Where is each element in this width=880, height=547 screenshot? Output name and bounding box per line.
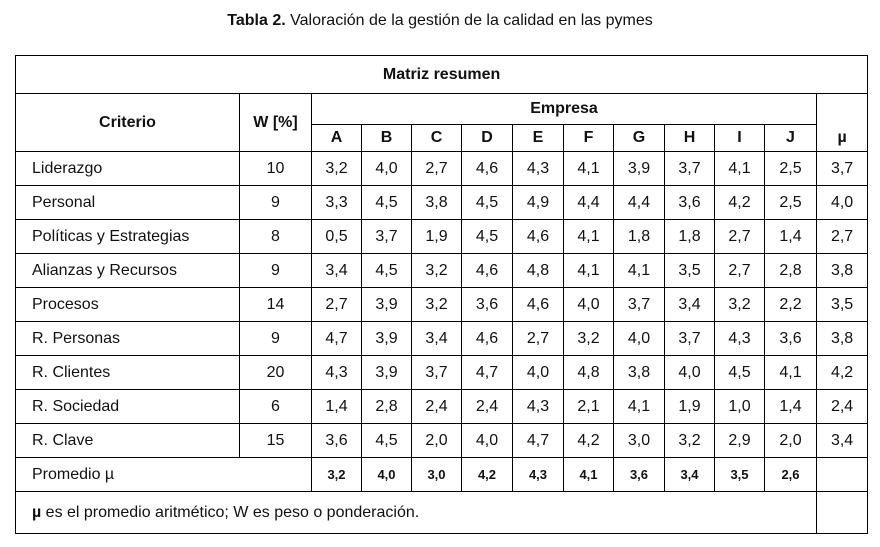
value-cell: 3,9 xyxy=(362,322,412,356)
value-cell: 4,8 xyxy=(513,254,564,288)
value-cell: 4,3 xyxy=(715,322,765,356)
value-cell: 0,5 xyxy=(312,220,362,254)
value-cell: 2,0 xyxy=(412,424,462,458)
value-cell: 4,6 xyxy=(513,288,564,322)
note-row xyxy=(16,492,868,534)
value-cell: 2,7 xyxy=(412,152,462,186)
summary-table xyxy=(15,55,868,534)
criterio-cell: Alianzas y Recursos xyxy=(16,254,240,288)
value-cell: 4,2 xyxy=(715,186,765,220)
value-cell: 3,7 xyxy=(665,152,715,186)
average-value-cell: 3,5 xyxy=(715,458,765,492)
criterio-cell: Políticas y Estrategias xyxy=(16,220,240,254)
value-cell: 4,7 xyxy=(462,356,513,390)
value-cell: 4,5 xyxy=(462,220,513,254)
value-cell: 4,5 xyxy=(715,356,765,390)
value-cell: 4,1 xyxy=(715,152,765,186)
value-cell: 4,4 xyxy=(564,186,614,220)
company-header: E xyxy=(513,125,564,152)
value-cell: 2,7 xyxy=(513,322,564,356)
weight-cell: 15 xyxy=(240,424,312,458)
mu-cell: 4,2 xyxy=(817,356,868,390)
value-cell: 4,1 xyxy=(564,254,614,288)
average-row xyxy=(16,458,868,492)
value-cell: 4,0 xyxy=(513,356,564,390)
value-cell: 3,9 xyxy=(614,152,665,186)
table-row xyxy=(16,390,868,424)
empty-cell xyxy=(817,458,868,492)
mu-cell: 3,8 xyxy=(817,254,868,288)
value-cell: 4,6 xyxy=(462,254,513,288)
table-row xyxy=(16,424,868,458)
criterio-cell: R. Clientes xyxy=(16,356,240,390)
mu-cell: 3,4 xyxy=(817,424,868,458)
value-cell: 3,2 xyxy=(715,288,765,322)
table-caption xyxy=(0,12,880,30)
criterio-cell: R. Sociedad xyxy=(16,390,240,424)
value-cell: 1,8 xyxy=(665,220,715,254)
value-cell: 4,8 xyxy=(564,356,614,390)
value-cell: 4,0 xyxy=(564,288,614,322)
value-cell: 4,0 xyxy=(665,356,715,390)
mu-cell: 2,4 xyxy=(817,390,868,424)
value-cell: 2,9 xyxy=(715,424,765,458)
value-cell: 4,3 xyxy=(513,390,564,424)
average-value-cell: 3,0 xyxy=(412,458,462,492)
mu-cell: 3,5 xyxy=(817,288,868,322)
table-row xyxy=(16,356,868,390)
criterio-cell: Liderazgo xyxy=(16,152,240,186)
empresa-header: Empresa xyxy=(312,94,817,125)
weight-cell: 9 xyxy=(240,186,312,220)
value-cell: 2,0 xyxy=(765,424,817,458)
value-cell: 2,7 xyxy=(312,288,362,322)
note-cell xyxy=(16,492,817,534)
caption-text: Valoración de la gestión de la calidad en las pymes xyxy=(290,12,653,29)
value-cell: 3,4 xyxy=(412,322,462,356)
value-cell: 4,0 xyxy=(614,322,665,356)
table-row xyxy=(16,152,868,186)
value-cell: 1,4 xyxy=(765,220,817,254)
value-cell: 2,7 xyxy=(715,220,765,254)
value-cell: 3,7 xyxy=(665,322,715,356)
criterio-cell: Personal xyxy=(16,186,240,220)
value-cell: 4,1 xyxy=(614,390,665,424)
table-body xyxy=(16,152,868,534)
weight-cell: 6 xyxy=(240,390,312,424)
value-cell: 1,9 xyxy=(665,390,715,424)
table-row xyxy=(16,186,868,220)
value-cell: 3,6 xyxy=(312,424,362,458)
average-value-cell: 3,2 xyxy=(312,458,362,492)
value-cell: 4,3 xyxy=(513,152,564,186)
table-title: Matriz resumen xyxy=(16,56,868,94)
mu-cell: 2,7 xyxy=(817,220,868,254)
value-cell: 2,2 xyxy=(765,288,817,322)
value-cell: 3,8 xyxy=(614,356,665,390)
note-symbol: µ xyxy=(32,503,42,521)
mu-cell: 3,7 xyxy=(817,152,868,186)
weight-cell: 9 xyxy=(240,322,312,356)
value-cell: 3,2 xyxy=(564,322,614,356)
caption-label: Tabla 2. xyxy=(227,12,286,29)
w-header: W [%] xyxy=(240,94,312,152)
value-cell: 1,4 xyxy=(312,390,362,424)
value-cell: 2,4 xyxy=(412,390,462,424)
value-cell: 3,7 xyxy=(412,356,462,390)
value-cell: 3,8 xyxy=(412,186,462,220)
value-cell: 4,1 xyxy=(564,152,614,186)
value-cell: 3,6 xyxy=(462,288,513,322)
criterio-cell: R. Personas xyxy=(16,322,240,356)
average-label: Promedio µ xyxy=(16,458,312,492)
value-cell: 4,6 xyxy=(513,220,564,254)
company-header: A xyxy=(312,125,362,152)
value-cell: 4,6 xyxy=(462,152,513,186)
average-value-cell: 4,2 xyxy=(462,458,513,492)
value-cell: 3,3 xyxy=(312,186,362,220)
value-cell: 4,3 xyxy=(312,356,362,390)
value-cell: 4,1 xyxy=(614,254,665,288)
value-cell: 4,0 xyxy=(362,152,412,186)
value-cell: 3,9 xyxy=(362,356,412,390)
mu-header: µ xyxy=(817,94,868,152)
value-cell: 4,5 xyxy=(362,254,412,288)
value-cell: 2,5 xyxy=(765,186,817,220)
average-value-cell: 3,6 xyxy=(614,458,665,492)
company-header: H xyxy=(665,125,715,152)
value-cell: 4,5 xyxy=(362,186,412,220)
value-cell: 3,2 xyxy=(312,152,362,186)
value-cell: 1,8 xyxy=(614,220,665,254)
value-cell: 3,0 xyxy=(614,424,665,458)
value-cell: 4,5 xyxy=(462,186,513,220)
value-cell: 3,2 xyxy=(412,288,462,322)
criterio-cell: R. Clave xyxy=(16,424,240,458)
value-cell: 2,7 xyxy=(715,254,765,288)
table-row xyxy=(16,322,868,356)
value-cell: 4,7 xyxy=(312,322,362,356)
value-cell: 3,2 xyxy=(665,424,715,458)
weight-cell: 8 xyxy=(240,220,312,254)
company-header: J xyxy=(765,125,817,152)
average-value-cell: 3,4 xyxy=(665,458,715,492)
value-cell: 3,6 xyxy=(765,322,817,356)
value-cell: 4,9 xyxy=(513,186,564,220)
company-header: C xyxy=(412,125,462,152)
value-cell: 1,4 xyxy=(765,390,817,424)
criterio-cell: Procesos xyxy=(16,288,240,322)
company-header: F xyxy=(564,125,614,152)
value-cell: 3,7 xyxy=(614,288,665,322)
value-cell: 4,5 xyxy=(362,424,412,458)
weight-cell: 20 xyxy=(240,356,312,390)
average-value-cell: 4,0 xyxy=(362,458,412,492)
value-cell: 2,8 xyxy=(362,390,412,424)
value-cell: 4,2 xyxy=(564,424,614,458)
value-cell: 1,0 xyxy=(715,390,765,424)
company-header: I xyxy=(715,125,765,152)
value-cell: 3,4 xyxy=(312,254,362,288)
value-cell: 4,7 xyxy=(513,424,564,458)
value-cell: 4,0 xyxy=(462,424,513,458)
weight-cell: 10 xyxy=(240,152,312,186)
value-cell: 3,4 xyxy=(665,288,715,322)
value-cell: 3,2 xyxy=(412,254,462,288)
value-cell: 1,9 xyxy=(412,220,462,254)
value-cell: 4,1 xyxy=(765,356,817,390)
criterio-header: Criterio xyxy=(16,94,240,152)
average-value-cell: 4,1 xyxy=(564,458,614,492)
empty-cell xyxy=(817,492,868,534)
value-cell: 4,6 xyxy=(462,322,513,356)
average-value-cell: 2,6 xyxy=(765,458,817,492)
average-value-cell: 4,3 xyxy=(513,458,564,492)
weight-cell: 9 xyxy=(240,254,312,288)
table-row xyxy=(16,254,868,288)
value-cell: 3,6 xyxy=(665,186,715,220)
value-cell: 3,9 xyxy=(362,288,412,322)
value-cell: 2,8 xyxy=(765,254,817,288)
value-cell: 2,5 xyxy=(765,152,817,186)
company-header: D xyxy=(462,125,513,152)
company-header: B xyxy=(362,125,412,152)
note-text: es el promedio aritmético; W es peso o ponderación. xyxy=(41,503,420,521)
value-cell: 2,4 xyxy=(462,390,513,424)
company-header: G xyxy=(614,125,665,152)
mu-cell: 4,0 xyxy=(817,186,868,220)
mu-cell: 3,8 xyxy=(817,322,868,356)
value-cell: 4,1 xyxy=(564,220,614,254)
table-row xyxy=(16,220,868,254)
value-cell: 3,5 xyxy=(665,254,715,288)
table-row xyxy=(16,288,868,322)
weight-cell: 14 xyxy=(240,288,312,322)
value-cell: 4,4 xyxy=(614,186,665,220)
value-cell: 3,7 xyxy=(362,220,412,254)
value-cell: 2,1 xyxy=(564,390,614,424)
